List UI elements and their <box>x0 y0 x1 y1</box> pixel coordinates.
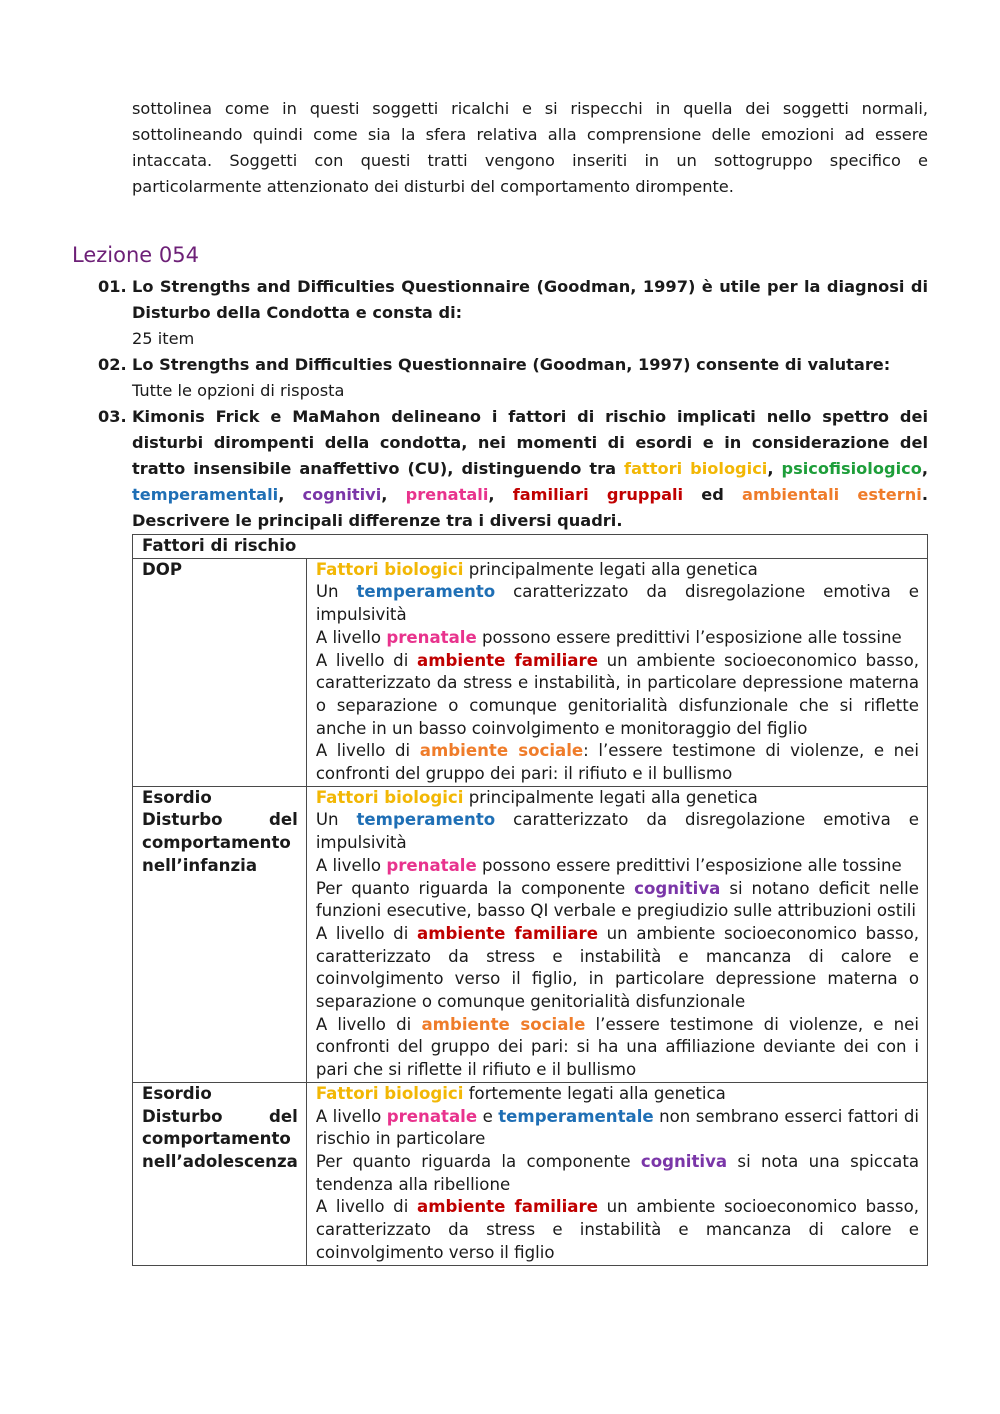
q3-text-part: Kimonis Frick e MaMahon delineano i fattori di rischio implicati nello spettro dei disturbi dirompenti della condotta, nei momenti di esordi e in considerazione del tratto insensibile anaffettivo (CU), distinguendo tra <box>132 407 928 478</box>
line-text: Per quanto riguarda la componente <box>315 1151 641 1171</box>
keyword-biologici: Fattori biologici <box>315 559 464 579</box>
line-text: A livello di <box>315 1197 418 1217</box>
line-text: principalmente legati alla genetica <box>463 787 758 807</box>
table-row <box>133 786 928 1082</box>
row-label: DOP <box>133 558 307 786</box>
q3-keyword-psicofisiologico: psicofisiologico <box>781 459 922 478</box>
question-text <box>132 404 928 534</box>
content-line <box>316 787 919 810</box>
q3-text-part: . Descrivere le principali differenze tra i diversi quadri. <box>132 485 928 530</box>
q3-keyword-prenatali: prenatali <box>405 485 489 504</box>
keyword-temperamento: temperamento <box>356 810 496 830</box>
q3-text-part: , <box>488 485 513 504</box>
content-line <box>316 740 919 785</box>
keyword-cognitiva: cognitiva <box>640 1151 728 1171</box>
keyword-biologici: Fattori biologici <box>315 1083 464 1103</box>
content-line <box>316 1014 919 1082</box>
row-label: Esordio Disturbo del comportamento nell’infanzia <box>133 786 307 1082</box>
line-text: un ambiente socioeconomico basso, caratterizzato da stress e instabilità, in particolare depressione materna o separazione o comunque genitorialità disfunzionale che si riflette anche in un basso coinvolgimento e monitoraggio del figlio <box>315 650 919 738</box>
line-text: possono essere predittivi l’esposizione alle tossine <box>476 855 902 875</box>
content-line <box>316 581 919 626</box>
line-text: caratterizzato da disregolazione emotiva e impulsività <box>315 810 920 853</box>
line-text: l’essere testimone di violenze, e nei confronti del gruppo dei pari: si ha una affiliazione deviante dei con i pari che si riflette il rifiuto e il bullismo <box>315 1014 920 1080</box>
content-line <box>316 1151 919 1196</box>
q3-text-part: , <box>381 485 406 504</box>
line-text: Un <box>315 810 357 830</box>
intro-paragraph: sottolinea come in questi soggetti ricalchi e si rispecchi in quella dei soggetti normali, sottolineando quindi come sia la sfera relativa alla comprensione delle emozioni ad essere intaccata. Soggetti con questi tratti vengono inseriti in un sottogruppo specifico e particolarmente attenzionato dei disturbi del comportamento dirompente. <box>132 99 928 196</box>
lesson-title: Lezione 054 <box>72 243 199 267</box>
line-text: si notano deficit nelle funzioni esecutive, basso QI verbale e pregiudizio sulle attribuzioni ostili <box>315 878 919 921</box>
table-header-row <box>133 535 928 559</box>
q3-text-part: , <box>767 459 782 478</box>
content-line <box>316 1106 919 1151</box>
line-text: fortemente legati alla genetica <box>463 1083 726 1103</box>
line-text: non sembrano esserci fattori di rischio in particolare <box>315 1106 919 1149</box>
keyword-temperamento: temperamento <box>356 582 496 602</box>
keyword-prenatale: prenatale <box>386 1106 478 1126</box>
keyword-biologici: Fattori biologici <box>315 787 464 807</box>
content-line <box>316 1083 919 1106</box>
content-line <box>316 627 919 650</box>
q3-text-part: , <box>921 459 928 478</box>
keyword-ambiente-sociale: ambiente sociale <box>419 741 584 761</box>
row-label: Esordio Disturbo del comportamento nell’adolescenza <box>133 1082 307 1265</box>
row-content <box>306 558 927 786</box>
line-text: A livello <box>315 1106 387 1126</box>
content-line <box>316 1196 919 1264</box>
table-header: Fattori di rischio <box>133 535 928 559</box>
q3-keyword-biologici: fattori biologici <box>624 459 768 478</box>
q3-keyword-cognitivi: cognitivi <box>302 485 382 504</box>
keyword-prenatale: prenatale <box>386 855 477 875</box>
row-content <box>306 786 927 1082</box>
risk-factors-table <box>132 534 928 1266</box>
line-text: e <box>477 1106 499 1126</box>
line-text: A livello <box>315 855 387 875</box>
question-number-03: 03. <box>98 407 127 426</box>
line-text: A livello <box>315 627 387 647</box>
keyword-ambiente-familiare: ambiente familiare <box>417 1197 598 1217</box>
question-02 <box>132 352 928 404</box>
content-line <box>316 878 919 923</box>
question-text: Lo Strengths and Difficulties Questionnaire (Goodman, 1997) consente di valutare: <box>132 355 891 374</box>
question-number-02: 02. <box>98 355 127 374</box>
content-line <box>316 559 919 582</box>
line-text: A livello di <box>315 923 418 943</box>
q3-keyword-ambientali: ambientali esterni <box>742 485 922 504</box>
content-line <box>316 809 919 854</box>
line-text: A livello di <box>315 650 418 670</box>
table-row <box>133 1082 928 1265</box>
content-line <box>316 650 919 741</box>
question-01 <box>132 274 928 352</box>
line-text: un ambiente socioeconomico basso, caratterizzato da stress e instabilità e mancanza di calore e coinvolgimento verso il figlio <box>315 1197 919 1262</box>
content-line <box>316 923 919 1014</box>
question-number-01: 01. <box>98 277 127 296</box>
table-row <box>133 558 928 786</box>
q3-keyword-temperamentali: temperamentali <box>132 485 279 504</box>
q3-text-part: , <box>278 485 303 504</box>
line-text: un ambiente socioeconomico basso, caratterizzato da stress e instabilità e mancanza di calore e coinvolgimento verso il figlio, in particolare depressione materna o separazione o comunque genitorialità disfunzionale <box>315 923 919 1012</box>
line-text: Per quanto riguarda la componente <box>315 878 635 898</box>
keyword-cognitiva: cognitiva <box>634 878 721 898</box>
keyword-ambiente-familiare: ambiente familiare <box>417 650 598 670</box>
question-text: Lo Strengths and Difficulties Questionnaire (Goodman, 1997) è utile per la diagnosi di Disturbo della Condotta e consta di: <box>132 277 928 322</box>
keyword-temperamentale: temperamentale <box>498 1106 654 1126</box>
keyword-ambiente-familiare: ambiente familiare <box>417 923 598 943</box>
keyword-ambiente-sociale: ambiente sociale <box>421 1014 586 1034</box>
content-line <box>316 855 919 878</box>
keyword-prenatale: prenatale <box>386 627 477 647</box>
line-text: possono essere predittivi l’esposizione alle tossine <box>476 627 902 647</box>
line-text: principalmente legati alla genetica <box>463 559 758 579</box>
line-text: A livello di <box>315 1014 422 1034</box>
line-text: Un <box>315 582 357 602</box>
question-answer: 25 item <box>132 329 195 348</box>
line-text: A livello di <box>315 741 420 761</box>
question-03 <box>132 404 928 534</box>
q3-keyword-familiari: familiari gruppali <box>512 485 684 504</box>
line-text: caratterizzato da disregolazione emotiva e impulsività <box>315 582 920 625</box>
line-text: si nota una spiccata tendenza alla ribellione <box>315 1151 919 1194</box>
line-text: : l’essere testimone di violenze, e nei confronti del gruppo dei pari: il rifiuto e il bullismo <box>315 741 920 784</box>
row-content <box>306 1082 927 1265</box>
q3-text-part: ed <box>683 485 743 504</box>
question-answer: Tutte le opzioni di risposta <box>132 381 345 400</box>
